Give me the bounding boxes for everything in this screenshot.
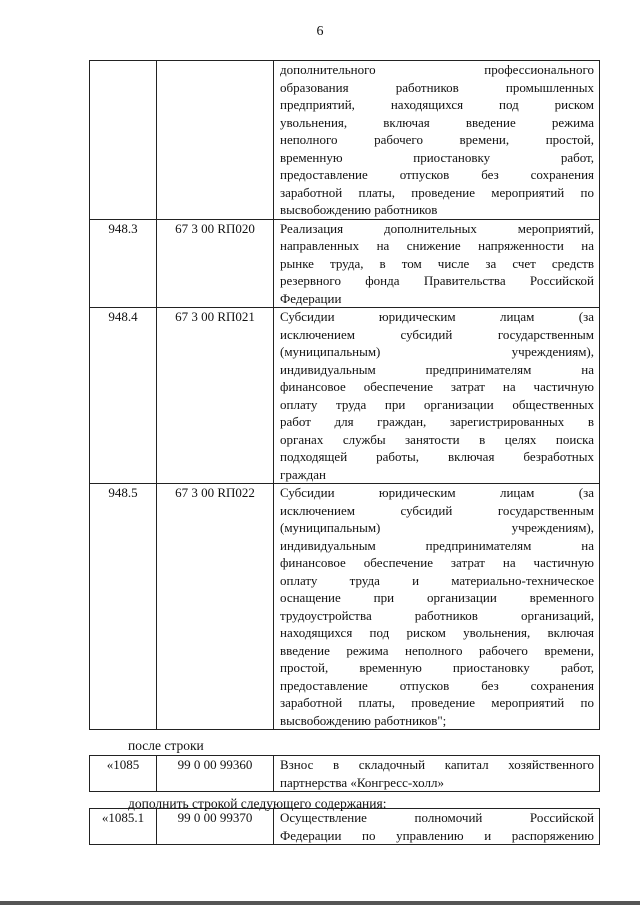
row-budget-code: 99 0 00 99370	[157, 809, 274, 845]
row-budget-code: 99 0 00 99360	[157, 756, 274, 792]
description-line: исключением субсидий государственным	[280, 326, 594, 342]
description-line: трудоустройства работников организаций,	[280, 607, 594, 623]
note-after-row: после строки	[128, 738, 204, 753]
description-line: оснащение при организации временного	[280, 590, 594, 605]
row-code: 948.4	[90, 308, 157, 484]
description-line: Субсидии юридическим лицам (за	[280, 309, 594, 324]
description-line: исключением субсидий государственным	[280, 502, 594, 518]
description-line: оплату труда при организации общественных	[280, 396, 594, 412]
description-line: увольнения, включая введение режима	[280, 114, 594, 130]
description-line: органах службы занятости в целях поиска	[280, 431, 594, 447]
row-budget-code: 67 3 00 RП022	[157, 484, 274, 730]
description-line: резервного фонда Правительства Российской	[280, 273, 594, 288]
description-line: индивидуальным предпринимателям на	[280, 537, 594, 553]
description-line: простой, временную приостановку работ,	[280, 660, 594, 675]
description-line: финансовое обеспечение затрат на частичную	[280, 555, 594, 570]
description-line: (муниципальным) учреждениям),	[280, 520, 594, 535]
description-line: предоставление отпусков без сохранения	[280, 167, 594, 182]
description-line: (муниципальным) учреждениям),	[280, 344, 594, 359]
description-line: Реализация дополнительных мероприятий,	[280, 220, 594, 236]
row-code: 948.3	[90, 219, 157, 308]
row-budget-code	[157, 61, 274, 220]
row-description	[274, 756, 600, 792]
description-line: введение режима неполного рабочего времени,	[280, 642, 594, 658]
description-line: оплату труда и материально-техническое	[280, 572, 594, 588]
budget-table	[89, 60, 600, 730]
page-number: 6	[316, 24, 324, 39]
row-description	[274, 61, 600, 220]
description-line: находящихся под риском увольнения, включая	[280, 625, 594, 640]
table-row	[90, 809, 600, 845]
description-line: Федерации по управлению и распоряжению	[280, 827, 594, 843]
description-line: Субсидии юридическим лицам (за	[280, 485, 594, 500]
description-line: финансовое обеспечение затрат на частичную	[280, 379, 594, 394]
description-line: партнерства «Конгресс-холл»	[280, 774, 444, 790]
row-budget-code: 67 3 00 RП021	[157, 308, 274, 484]
description-line: подходящей работы, включая безработных	[280, 449, 594, 464]
description-line: направленных на снижение напряженности на	[280, 238, 594, 253]
row-description	[274, 484, 600, 730]
new-row-table	[89, 808, 600, 845]
description-line: рынке труда, в том числе за счет средств	[280, 255, 594, 271]
reference-row-table	[89, 755, 600, 792]
description-line: заработной платы, проведение мероприятий по	[280, 695, 594, 710]
row-code: «1085	[90, 756, 157, 792]
description-line: работ для граждан, зарегистрированных в	[280, 414, 594, 429]
table-row	[90, 756, 600, 792]
description-line: Осуществление полномочий Российской	[280, 810, 594, 825]
description-line: предприятий, находящихся под риском	[280, 97, 594, 112]
row-description	[274, 219, 600, 308]
description-line: дополнительного профессионального	[280, 62, 594, 77]
row-code: 948.5	[90, 484, 157, 730]
row-code	[90, 61, 157, 220]
scan-edge	[0, 901, 640, 905]
table-row	[90, 484, 600, 730]
description-line: индивидуальным предпринимателям на	[280, 361, 594, 377]
description-line: высвобождению работников	[280, 202, 438, 217]
row-description	[274, 809, 600, 845]
description-line: Федерации	[280, 290, 342, 306]
description-line: граждан	[280, 466, 326, 482]
description-line: предоставление отпусков без сохранения	[280, 677, 594, 693]
description-line: временную приостановку работ,	[280, 149, 594, 165]
description-line: образования работников промышленных	[280, 79, 594, 95]
description-line: заработной платы, проведение мероприятий по	[280, 184, 594, 200]
description-line: высвобождению работников";	[280, 712, 447, 728]
description-line: неполного рабочего времени, простой,	[280, 132, 594, 147]
row-budget-code: 67 3 00 RП020	[157, 219, 274, 308]
table-row	[90, 61, 600, 220]
note-insert-row: дополнить строкой следующего содержания:	[128, 796, 387, 811]
table-row	[90, 308, 600, 484]
row-code: «1085.1	[90, 809, 157, 845]
table-row	[90, 219, 600, 308]
row-description	[274, 308, 600, 484]
description-line: Взнос в складочный капитал хозяйственного	[280, 757, 594, 772]
